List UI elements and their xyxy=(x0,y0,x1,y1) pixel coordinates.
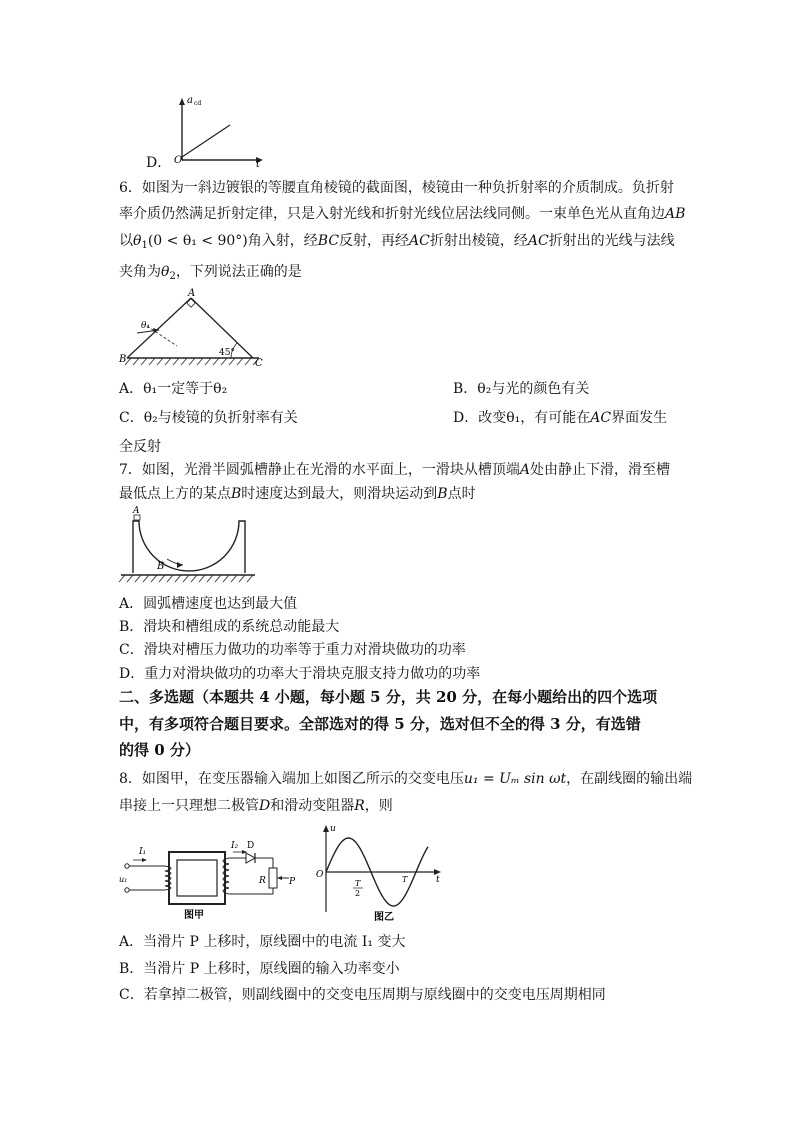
q6-line2: 率介质仍然满足折射定律，只是入射光线和折射光线位居法线同侧。一束单色光从直角边AB xyxy=(119,206,686,222)
q8-option-b: B．当滑片 P 上移时，原线圈的输入功率变小 xyxy=(119,961,400,977)
q8-line1: 8．如图甲，在变压器输入端加上如图乙所示的交变电压u₁ = Uₘ sin ωt，在副线圈的输出端 xyxy=(119,771,693,787)
q6-label-c: C xyxy=(255,358,263,369)
q7-line2: 最低点上方的某点B时速度达到最大，则滑块运动到B点时 xyxy=(119,486,476,502)
q8-option-c: C．若拿掉二极管，则副线圈中的交变电压周期与原线圈中的交变电压周期相同 xyxy=(119,987,606,1003)
q8-figure-sine xyxy=(312,822,447,926)
q6-option-d-cont: 全反射 xyxy=(119,439,161,455)
q8-label-i2: I₂ xyxy=(231,841,239,851)
q8-label-r: R xyxy=(259,876,266,886)
q6-option-b: B．θ₂与光的颜色有关 xyxy=(453,381,590,397)
q6-label-theta1: θ₁ xyxy=(141,321,151,331)
q5-option-d-label: D． xyxy=(146,155,172,171)
q6-label-b: B xyxy=(119,354,127,365)
q5-y-sub: cd xyxy=(194,100,202,107)
section2-line3: 的得 0 分） xyxy=(119,741,200,759)
q6-option-c: C．θ₂与棱镜的负折射率有关 xyxy=(119,410,298,426)
q5-x-label: t xyxy=(256,159,261,170)
q8-label-d: D xyxy=(247,841,255,851)
q6-line4: 夹角为$\theta_2$，下列说法正确的是 xyxy=(119,264,302,282)
q8-origin: O xyxy=(316,870,324,880)
q8-tick-thalf: T xyxy=(355,879,361,888)
q8-label-p: P xyxy=(289,877,296,887)
q5-graph xyxy=(170,95,270,170)
q7-option-a: A．圆弧槽速度也达到最大值 xyxy=(119,596,298,612)
q5-origin: O xyxy=(174,155,183,166)
q5-y-label: a xyxy=(187,95,193,106)
q6-label-angle: 45° xyxy=(219,348,235,358)
q6-line1: 6．如图为一斜边镀银的等腰直角棱镜的截面图，棱镜由一种负折射率的介质制成。负折射 xyxy=(119,180,674,196)
q6-option-a: A．θ₁一定等于θ₂ xyxy=(119,381,228,397)
q8-caption-jia: 图甲 xyxy=(184,910,204,921)
q8-option-a: A．当滑片 P 上移时，原线圈中的电流 I₁ 变大 xyxy=(119,934,406,950)
q8-figure-transformer xyxy=(119,826,304,926)
q7-option-c: C．滑块对槽压力做功的功率等于重力对滑块做功的功率 xyxy=(119,642,466,658)
q6-prism-figure xyxy=(119,288,269,370)
q7-option-b: B．滑块和槽组成的系统总动能最大 xyxy=(119,619,340,635)
q6-label-a: A xyxy=(188,288,196,299)
q6-line3: 以$\theta_1(0 < \theta_1 < 90^\circ)$角入射，经BC反射，再经AC折射出棱镜，经AC折射出的光线与法线 xyxy=(119,233,675,251)
section2-line2: 中，有多项符合题目要求。全部选对的得 5 分，选对但不全的得 3 分，有选错 xyxy=(119,715,641,733)
q8-label-i1: I₁ xyxy=(139,847,147,857)
section2-line1: 二、多选题（本题共 4 小题，每小题 5 分，共 20 分，在每小题给出的四个选项 xyxy=(119,688,658,706)
q8-tick-t: T xyxy=(402,875,408,884)
q8-axis-u: u xyxy=(330,824,336,834)
q6-option-d: D．改变θ₁，有可能在AC界面发生 xyxy=(453,410,668,426)
q7-line1: 7．如图，光滑半圆弧槽静止在光滑的水平面上，一滑块从槽顶端A处由静止下滑，滑至槽 xyxy=(119,462,671,478)
q8-caption-yi: 图乙 xyxy=(374,912,394,923)
q7-label-a: A xyxy=(133,506,140,516)
q8-line2: 串接上一只理想二极管D和滑动变阻器R，则 xyxy=(119,798,393,814)
q8-axis-t: t xyxy=(436,875,440,885)
q8-tick-thalf-den: 2 xyxy=(355,889,361,898)
q7-label-b: B xyxy=(157,561,165,572)
q7-option-d: D．重力对滑块做功的功率大于滑块克服支持力做功的功率 xyxy=(119,666,481,682)
q8-label-u1: u₁ xyxy=(119,875,128,884)
q7-bowl-figure xyxy=(119,507,259,587)
